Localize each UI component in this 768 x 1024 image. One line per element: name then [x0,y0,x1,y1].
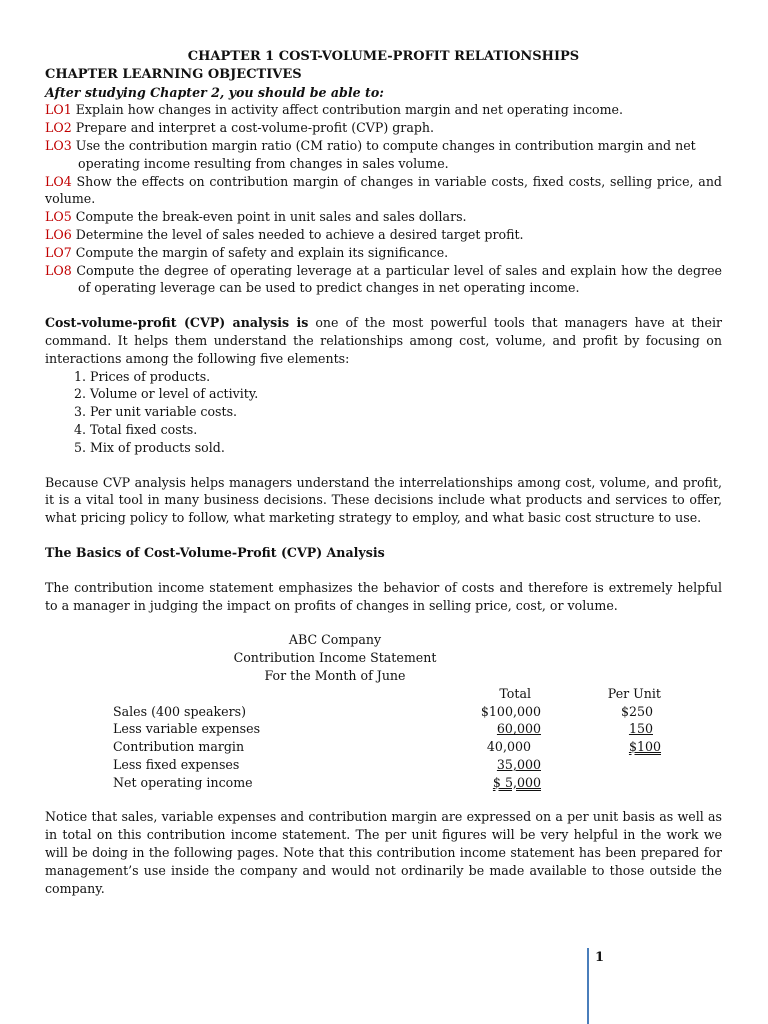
row-unit [541,756,661,774]
document-page [45,48,722,897]
row-label: Sales (400 speakers) [113,703,247,719]
cvp-importance-paragraph: Because CVP analysis helps managers understand the interrelationships among cost, volume, and profit, it is a vital tool in many business decisions. These decisions include what products and services to offer, what pricing policy to follow, what marketing strategy to employ, and what basic cost structure to use. [45,474,722,526]
objective-text: Show the effects on contribution margin of changes in variable costs, fixed costs, selling price, and volume. [45,173,722,207]
row-label: Less fixed expenses [113,756,240,772]
row-label: Contribution margin [113,739,245,755]
row-unit: 150 [628,721,653,737]
objective-text: Use the contribution margin ratio (CM ratio) to compute changes in contribution margin and net operating income resulting from changes in sales volume. [75,137,696,171]
list-item: 3. Per unit variable costs. [90,403,722,421]
row-unit: $250 [620,703,653,719]
row-total: 40,000 [486,739,531,755]
footer-rule [587,948,589,1024]
objective-item [45,244,722,262]
objective-code: LO2 [45,120,72,136]
page-number: 1 [595,950,605,965]
objective-code: LO7 [45,244,72,260]
table-row [113,738,661,756]
column-header-per-unit: Per Unit [607,685,661,701]
objective-text: Compute the margin of safety and explain its significance. [75,244,449,260]
notice-paragraph: Notice that sales, variable expenses and contribution margin are expressed on a per unit basis as well as in total on this contribution income statement. The per unit figures will be very helpful in the work we will be doing in the following pages. Note that this contribution income statement has been prepared for management’s use inside the company and would not ordinarily be made available to those outside the company. [45,809,722,896]
chapter-title: CHAPTER 1 COST-VOLUME-PROFIT RELATIONSHIPS [187,49,580,64]
statement-heading [220,631,450,684]
list-item: 1. Prices of products. [90,368,722,386]
list-item: 4. Total fixed costs. [90,421,722,439]
row-label: Less variable expenses [113,721,261,737]
objective-code: LO4 [45,173,72,189]
objective-code: LO1 [45,102,72,118]
table-header-row [113,685,661,703]
contribution-paragraph: The contribution income statement emphasizes the behavior of costs and therefore is extremely helpful to a manager in judging the impact on profits of changes in selling price, cost, or volume. [45,579,722,613]
column-header-total: Total [499,685,531,701]
objective-code: LO3 [45,137,72,153]
objective-item [45,101,722,119]
cvp-term: Cost-volume-profit (CVP) analysis is [45,315,309,331]
objective-item [45,137,722,173]
objectives-heading: CHAPTER LEARNING OBJECTIVES [45,66,302,82]
table-row [113,774,661,792]
objective-item [45,173,722,209]
objectives-list [45,101,722,297]
list-item: 5. Mix of products sold. [90,439,722,457]
row-unit: $100 [628,739,661,755]
objective-item [45,119,722,137]
cvp-paragraph [45,314,722,367]
objectives-intro: After studying Chapter 2, you should be able to: [45,84,384,100]
table-row [113,703,661,721]
row-total: 60,000 [496,721,541,737]
row-label: Net operating income [113,774,253,790]
objective-text: Prepare and interpret a cost-volume-profit (CVP) graph. [75,120,435,136]
row-unit [541,774,661,792]
objective-text: Compute the degree of operating leverage at a particular level of sales and explain how the degree of operating leverage can be used to predict changes in net operating income. [76,262,722,296]
row-total: 35,000 [496,756,541,772]
statement-period: For the Month of June [264,667,406,683]
objective-text: Compute the break-even point in unit sales and sales dollars. [75,209,467,225]
basics-heading: The Basics of Cost-Volume-Profit (CVP) Analysis [45,544,385,560]
objective-text: Determine the level of sales needed to achieve a desired target profit. [75,226,524,242]
row-total: $100,000 [480,703,541,719]
income-statement-table [113,685,661,792]
objective-item [45,208,722,226]
objective-item [45,226,722,244]
objective-code: LO5 [45,209,72,225]
list-item: 2. Volume or level of activity. [90,385,722,403]
row-total: $ 5,000 [492,774,541,790]
objective-code: LO8 [45,262,72,278]
statement-name: Contribution Income Statement [233,650,437,666]
elements-list [45,368,722,457]
table-row [113,720,661,738]
cvp-definition: one of the most powerful tools that managers have at their command. It helps them understand the relationships among cost, volume, and profit by focusing on interactions among the following five elements: [45,315,722,366]
objective-item [45,262,722,298]
statement-company: ABC Company [288,632,382,648]
objective-text: Explain how changes in activity affect contribution margin and net operating income. [75,102,623,118]
table-row [113,756,661,774]
objective-code: LO6 [45,226,72,242]
